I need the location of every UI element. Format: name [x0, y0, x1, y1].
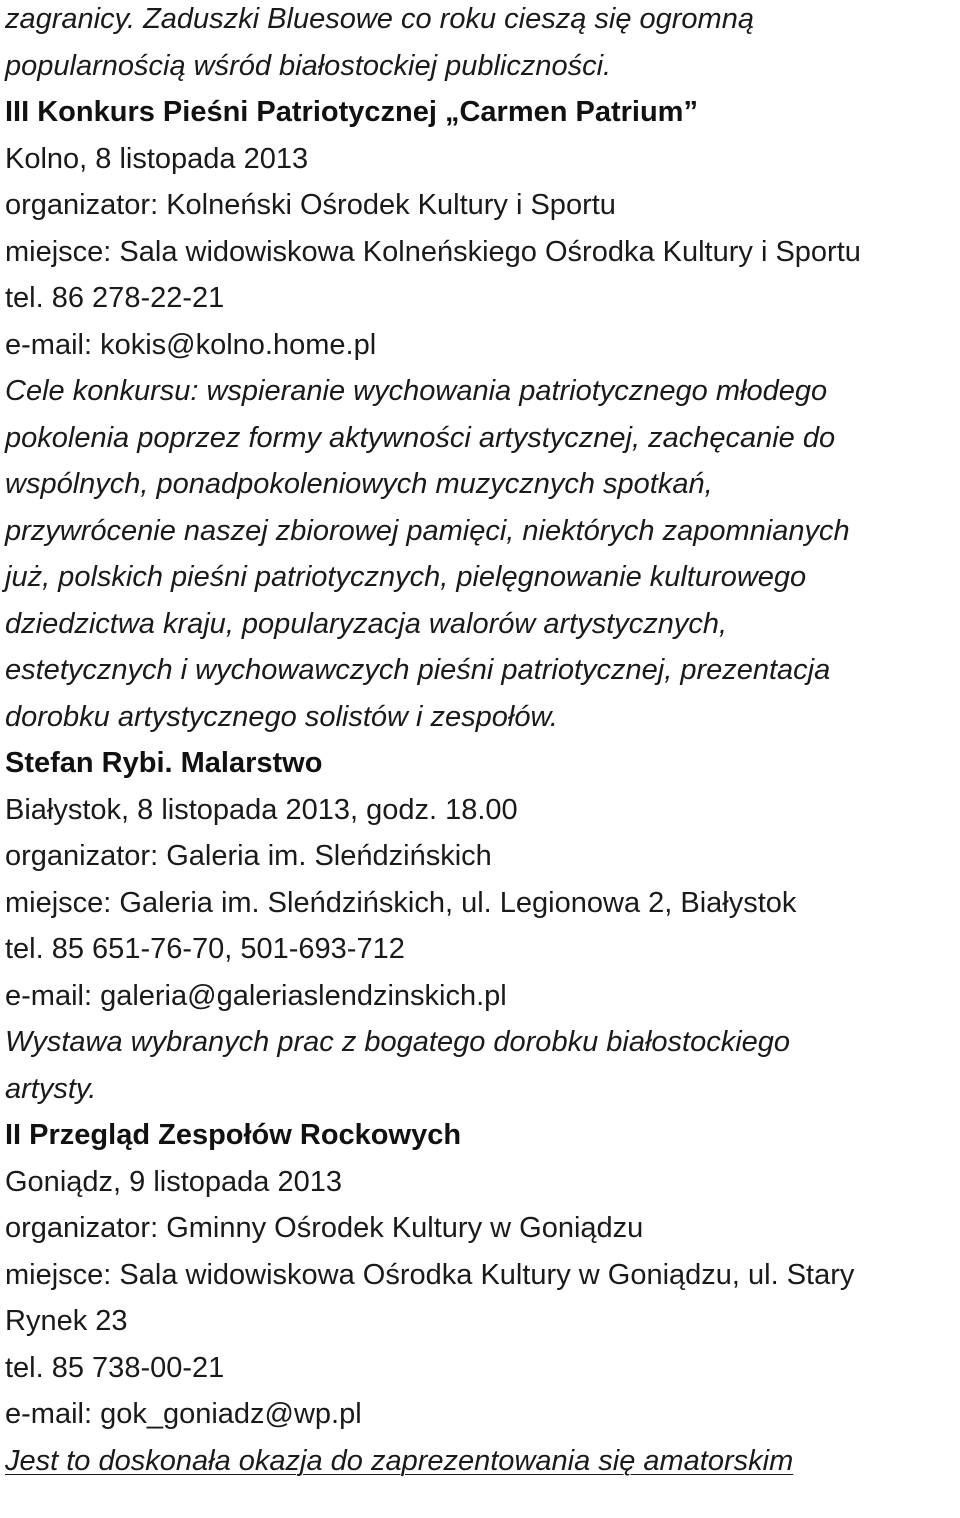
description-line: już, polskich pieśni patriotycznych, pielęgnowanie kulturowego — [5, 561, 807, 593]
event-description — [5, 1019, 957, 1112]
event-title: Stefan Rybi. Malarstwo — [5, 747, 323, 779]
event-phone: tel. 85 651-76-70, 501-693-712 — [5, 933, 405, 965]
event-description — [5, 1438, 957, 1485]
event-description — [5, 368, 957, 740]
event-organizer: organizator: Gminny Ośrodek Kultury w Goniądzu — [5, 1212, 644, 1244]
event-venue: miejsce: Sala widowiskowa Ośrodka Kultury w Goniądzu, ul. Stary — [5, 1258, 855, 1291]
event-title: III Konkurs Pieśni Patriotycznej „Carmen Patrium” — [5, 96, 698, 128]
event-venue: miejsce: Sala widowiskowa Kolneńskiego Ośrodka Kultury i Sportu — [5, 235, 861, 268]
description-line: estetycznych i wychowawczych pieśni patriotycznej, prezentacja — [5, 654, 831, 686]
event-email: e-mail: galeria@galeriaslendzinskich.pl — [5, 979, 507, 1012]
intro-line: popularnością wśród białostockiej publiczności. — [5, 49, 612, 82]
event-date: Goniądz, 9 listopada 2013 — [5, 1165, 342, 1198]
intro-paragraph — [5, 0, 957, 89]
description-line: Cele konkursu: wspieranie wychowania patriotycznego młodego — [5, 375, 828, 407]
event-entry — [5, 740, 957, 1112]
event-entry — [5, 89, 957, 740]
document-page — [5, 0, 957, 1484]
description-line: Wystawa wybranych prac z bogatego dorobku białostockiego — [5, 1026, 791, 1058]
event-venue: Rynek 23 — [5, 1305, 128, 1337]
description-line: pokolenia poprzez formy aktywności artystycznej, zachęcanie do — [5, 421, 836, 454]
event-date: Kolno, 8 listopada 2013 — [5, 142, 309, 175]
event-organizer: organizator: Kolneński Ośrodek Kultury i Sportu — [5, 189, 616, 221]
event-phone: tel. 85 738-00-21 — [5, 1351, 225, 1384]
event-organizer: organizator: Galeria im. Sleńdzińskich — [5, 840, 492, 872]
event-email: e-mail: gok_goniadz@wp.pl — [5, 1398, 362, 1430]
event-date: Białystok, 8 listopada 2013, godz. 18.00 — [5, 793, 518, 826]
description-line: Jest to doskonała okazja do zaprezentowania się amatorskim — [5, 1444, 794, 1477]
description-line: wspólnych, ponadpokoleniowych muzycznych spotkań, — [5, 468, 713, 500]
event-title: II Przegląd Zespołów Rockowych — [5, 1119, 462, 1151]
event-phone: tel. 86 278-22-21 — [5, 282, 225, 314]
event-entry — [5, 1112, 957, 1484]
description-line: dziedzictwa kraju, popularyzacja walorów artystycznych, — [5, 607, 728, 640]
description-line: przywrócenie naszej zbiorowej pamięci, niektórych zapomnianych — [5, 514, 850, 547]
event-venue: miejsce: Galeria im. Sleńdzińskich, ul. Legionowa 2, Białystok — [5, 886, 797, 919]
intro-line: zagranicy. Zaduszki Bluesowe co roku cieszą się ogromną — [5, 3, 754, 35]
description-line: artysty. — [5, 1072, 97, 1105]
description-line: dorobku artystycznego solistów i zespołów. — [5, 700, 558, 733]
event-email: e-mail: kokis@kolno.home.pl — [5, 328, 377, 361]
